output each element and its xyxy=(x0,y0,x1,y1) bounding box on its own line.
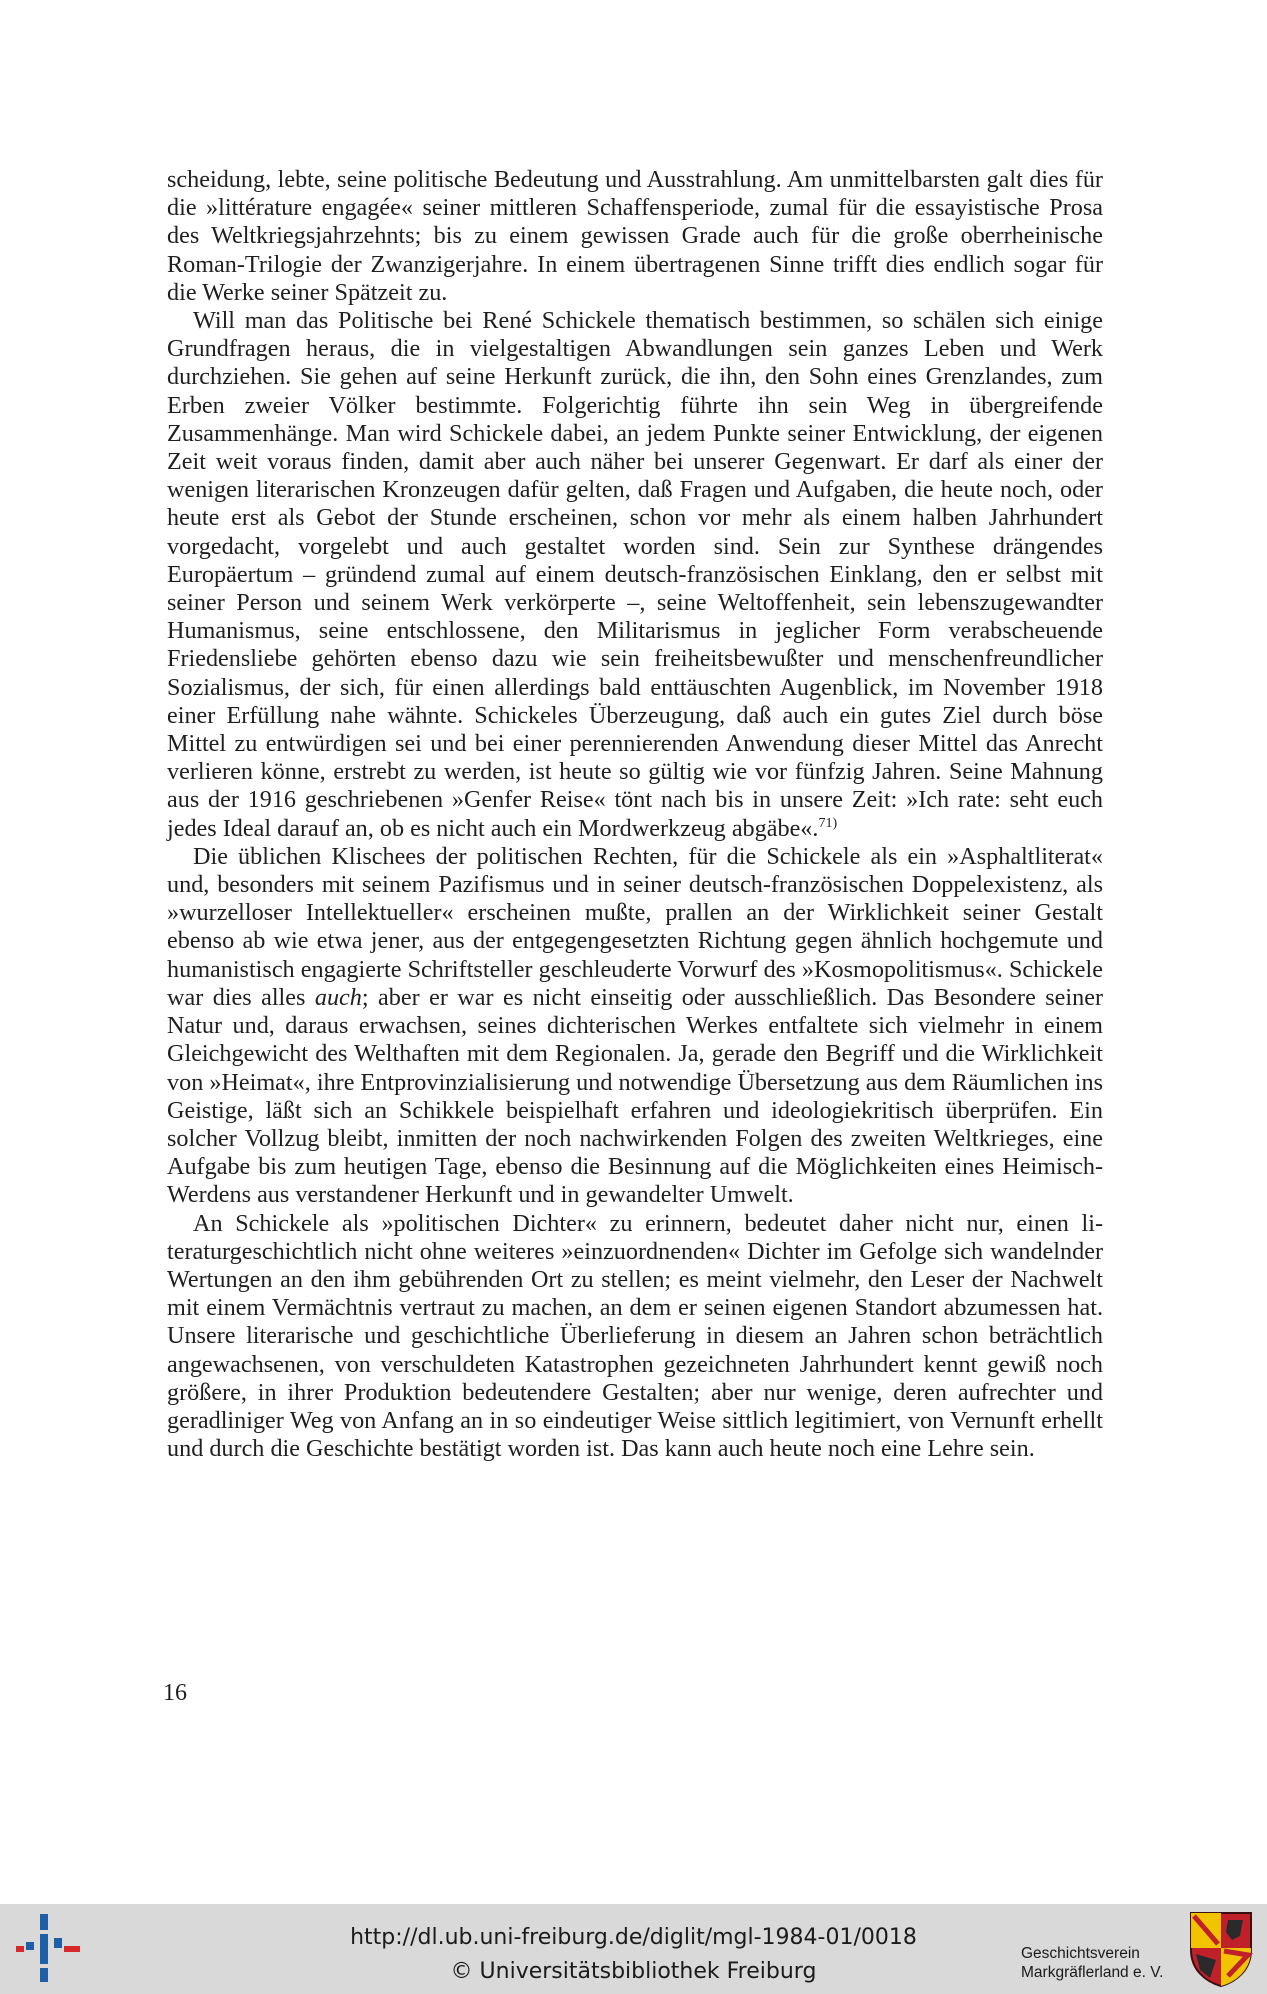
body-text xyxy=(167,166,1103,1463)
paragraph-1: scheidung, lebte, seine politische Bedeutung und Ausstrahlung. Am unmittelbarsten galt dies für die »littérature engagée« seiner mittleren Schaffensperiode, zumal für die essayistische Prosa des Weltkriegsjahrzehnts; bis zu einem gewissen Grade auch für die große oberrheinische Roman-Trilogie der Zwanzigerjahre. In einem übertragenen Sinne trifft dies endlich sogar für die Werke seiner Spätzeit zu. xyxy=(167,166,1103,306)
document-url-link[interactable]: http://dl.ub.uni-freiburg.de/diglit/mgl-1984-01/0018 xyxy=(350,1925,917,1950)
society-name-line-2: Markgräflerland e. V. xyxy=(1021,1964,1164,1981)
paragraph-2-text: Will man das Politische bei René Schickele thematisch bestimmen, so schälen sich einige Grundfragen heraus, die in vielgestaltigen Abwandlungen sein ganzes Leben und Werk durchziehen. Sie gehen auf seine Herkunft zurück, die ihn, den Sohn eines Grenzlandes, zum Erben zweier Völker bestimmte. Folgerichtig führte ihn sein Weg in übergreifende Zusammenhänge. Man wird Schickele dabei, an jedem Punkte seiner Entwicklung, der eigenen Zeit weit voraus finden, damit aber auch näher bei unserer Gegenwart. Er darf als einer der wenigen literarischen Kronzeugen dafür gelten, daß Fragen und Aufgaben, die heute noch, oder heute erst als Gebot der Stunde erscheinen, schon vor mehr als einem halben Jahrhundert vorgedacht, vorgelebt und auch gestaltet worden sind. Sein zur Synthese drängendes Europäertum – gründend zumal auf einem deutsch-französischen Einklang, den er selbst mit seiner Person und seinem Werk verkörperte –, seine Weltoffenheit, sein lebenszugewandter Humanismus, seine entschlossene, den Militarismus in jeglicher Form verabscheuende Friedensliebe gehörten ebenso dazu wie sein freiheitsbewußter und menschenfreundlicher Sozialismus, der sich, für einen allerdings bald enttäuschten Augenblick, im November 1918 einer Erfüllung nahe wähnte. Schickeles Überzeugung, daß auch ein gutes Ziel durch böse Mittel zu entwürdigen sei und bei einer perennierenden Anwendung dieser Mittel das Anrecht verlieren könne, erstrebt zu werden, ist heute so gültig wie vor fünfzig Jahren. Seine Mahnung aus der 1916 geschriebenen »Genfer Reise« tönt nach bis in unsere Zeit: »Ich rate: seht euch jedes Ideal darauf an, ob es nicht auch ein Mordwerkzeug abgäbe«. xyxy=(167,307,1103,842)
paragraph-4: An Schickele als »politischen Dichter« zu erinnern, bedeutet daher nicht nur, einen literaturgeschichtlich nicht ohne weiteres »einzuordnenden« Dichter im Gefolge sich wandelnder Wertungen an den ihm gebührenden Ort zu stellen; es meint vielmehr, den Leser der Nachwelt mit einem Vermächtnis vertraut zu machen, an dem er seinen eigenen Standort abzumessen hat. Unsere literarische und geschichtliche Überlieferung in diesem an Jahren schon beträchtlich angewachsenen, von verschuldeten Katastrophen gezeichneten Jahrhundert kennt gewiß noch größere, in ihrer Produktion bedeutendere Gestalten; aber nur wenige, deren aufrechter und geradliniger Weg von Anfang an in so eindeutiger Weise sittlich legitimiert, von Vernunft erhellt und durch die Geschichte bestätigt worden ist. Das kann auch heute noch eine Lehre sein. xyxy=(167,1209,1103,1463)
emphasis-auch: auch xyxy=(314,983,362,1011)
paragraph-3-text-a: Die üblichen Klischees der politischen Rechten, für die Schickele als ein »Asphaltliterat« und, besonders mit seinem Pazifismus und in seiner deutsch-französischen Doppelexistenz, als »wurzelloser Intellektueller« erscheinen mußte, prallen an der Wirklichkeit seiner Gestalt ebenso ab wie etwa jener, aus der entgegengesetzten Richtung gegen ähnlich hochgemute und humanistisch engagierte Schriftsteller geschleuderte Vorwurf des »Kosmopolitismus«. Schickele war dies alles xyxy=(167,842,1103,1011)
coat-of-arms-icon[interactable] xyxy=(1188,1910,1254,1988)
society-name-line-1: Geschichtsverein xyxy=(1021,1945,1140,1962)
society-name xyxy=(1021,1944,1163,1982)
paragraph-3 xyxy=(167,843,1103,1210)
page-number: 16 xyxy=(163,1680,187,1706)
paragraph-3-text-b: ; aber er war es nicht einseitig oder ausschließlich. Das Besondere seiner Natur und, daraus erwachsen, seines dichterischen Werkes entfaltete sich vielmehr in einem Gleichgewicht des Welthaften mit dem Regionalen. Ja, gerade den Begriff und die Wirklichkeit von »Heimat«, ihre Entprovinzialisierung und notwendige Übersetzung aus dem Räumlichen ins Geistige, läßt sich an Schikkele beispielhaft erfahren und ideologiekritisch überprüfen. Ein solcher Vollzug bleibt, inmitten der noch nachwirkenden Folgen des zweiten Weltkrieges, eine Aufgabe bis zum heutigen Tage, ebenso die Besinnung auf die Möglichkeiten eines Heimisch-Werdens aus verstandener Herkunft und in gewandelter Umwelt. xyxy=(167,983,1103,1209)
copyright-notice: © Universitätsbibliothek Freiburg xyxy=(450,1959,817,1984)
footnote-ref[interactable]: 71) xyxy=(818,815,838,831)
paragraph-2 xyxy=(167,307,1103,843)
